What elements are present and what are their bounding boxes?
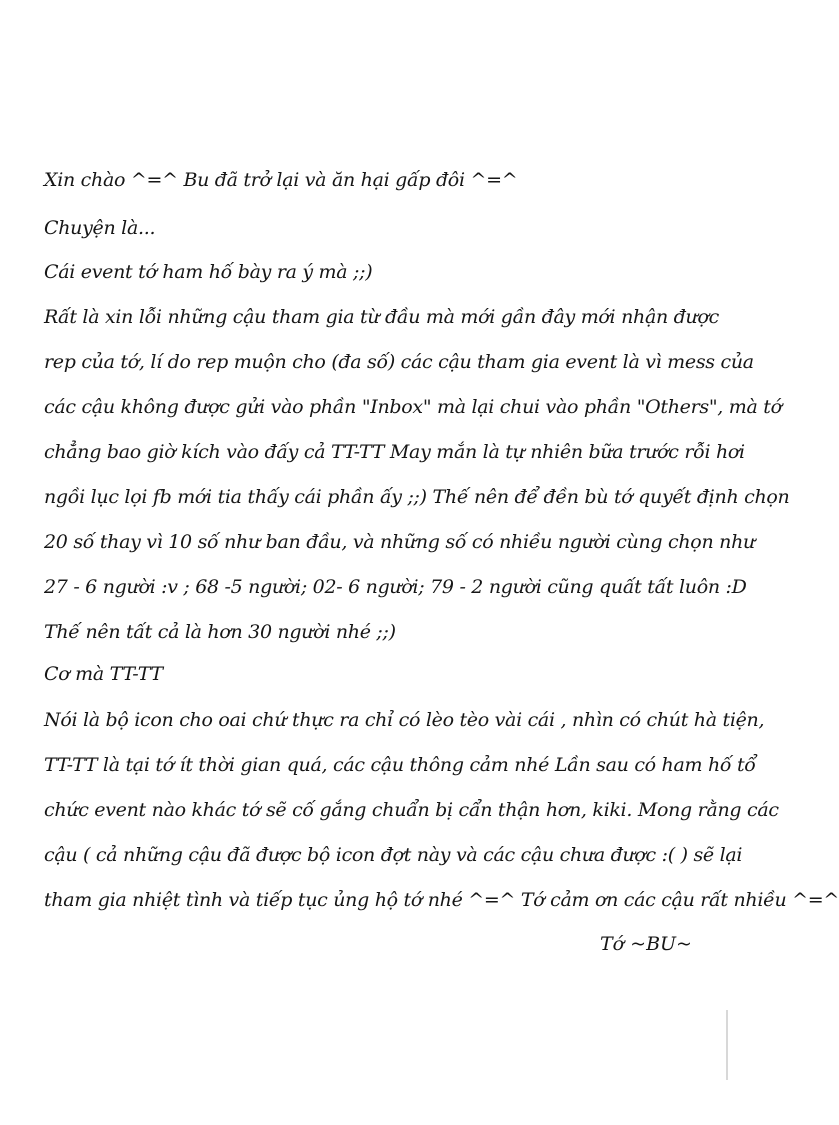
letter-line: Nói là bộ icon cho oai chứ thực ra chỉ có lèo tèo vài cái , nhìn có chút hà tiện,	[44, 709, 765, 731]
letter-line: chức event nào khác tớ sẽ cố gắng chuẩn bị cẩn thận hơn, kiki. Mong rằng các	[44, 799, 779, 821]
letter-line: Rất là xin lỗi những cậu tham gia từ đầu mà mới gần đây mới nhận được	[44, 306, 719, 328]
letter-line: ngồi lục lọi fb mới tia thấy cái phần ấy ;;) Thế nên để đền bù tớ quyết định chọn	[44, 486, 790, 508]
letter-line: Cơ mà TT-TT	[44, 663, 163, 685]
letter-signature: Tớ ~BU~	[600, 933, 692, 955]
letter-line: Cái event tớ ham hố bày ra ý mà ;;)	[44, 261, 373, 283]
letter-line: chẳng bao giờ kích vào đấy cả TT-TT May mắn là tự nhiên bữa trước rỗi hơi	[44, 441, 745, 463]
letter-line-closing: tham gia nhiệt tình và tiếp tục ủng hộ tớ nhé ^=^ Tớ cảm ơn các cậu rất nhiều ^=^	[44, 889, 839, 911]
letter-line: cậu ( cả những cậu đã được bộ icon đợt này và các cậu chưa được :( ) sẽ lại	[44, 844, 743, 866]
letter-line: 20 số thay vì 10 số như ban đầu, và những số có nhiều người cùng chọn như	[44, 531, 755, 553]
letter-line: các cậu không được gửi vào phần "Inbox" mà lại chui vào phần "Others", mà tớ	[44, 396, 782, 418]
page-edge-shadow	[726, 1010, 728, 1080]
letter-line-greeting: Xin chào ^=^ Bu đã trở lại và ăn hại gấp đôi ^=^	[44, 169, 518, 191]
letter-line: 27 - 6 người :v ; 68 -5 người; 02- 6 người; 79 - 2 người cũng quất tất luôn :D	[44, 576, 747, 598]
letter-line: Chuyện là...	[44, 217, 156, 239]
letter-line: Thế nên tất cả là hơn 30 người nhé ;;)	[44, 621, 396, 643]
letter-line: TT-TT là tại tớ ít thời gian quá, các cậu thông cảm nhé Lần sau có ham hố tổ	[44, 754, 756, 776]
letter-line: rep của tớ, lí do rep muộn cho (đa số) các cậu tham gia event là vì mess của	[44, 351, 754, 373]
